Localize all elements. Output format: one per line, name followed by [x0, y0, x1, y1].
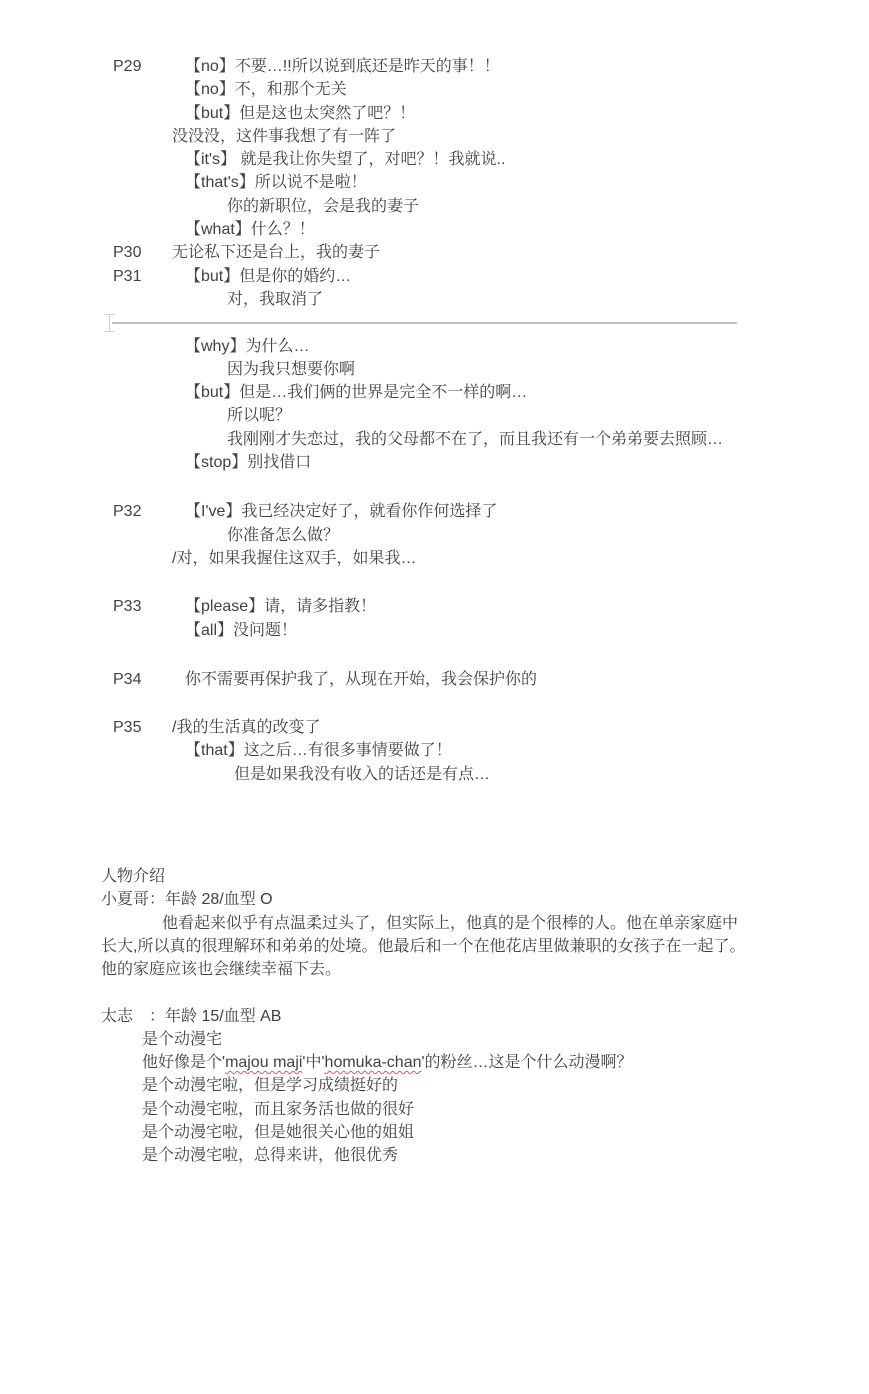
script-line [0, 55, 869, 78]
intro-line [0, 1005, 869, 1028]
page-number: P31 [113, 267, 142, 285]
script-line [0, 78, 869, 101]
intro-line [0, 1144, 869, 1167]
line-text: 小夏哥：年龄 28/血型 O [101, 891, 273, 909]
script-line [0, 288, 869, 311]
line-text: 人物介绍 [101, 868, 166, 886]
line-text: 【no】不要…!!所以说到底还是昨天的事！！ [185, 58, 500, 75]
intro-line [0, 888, 869, 911]
script-line [0, 716, 869, 739]
line-text: 他的家庭应该也会继续幸福下去。 [101, 961, 342, 979]
line-text: 但是如果我没有收入的话还是有点… [234, 765, 491, 783]
intro-line [0, 1028, 869, 1051]
script-line [0, 547, 869, 570]
vertical-spacer [0, 570, 869, 595]
script-line [0, 739, 869, 762]
vertical-spacer [0, 474, 869, 500]
script-line [0, 171, 869, 194]
script-line [0, 668, 869, 691]
line-text: 是个动漫宅啦，总得来讲，他很优秀 [142, 1147, 399, 1165]
script-line [0, 218, 869, 241]
vertical-spacer [0, 691, 869, 716]
vertical-spacer [0, 642, 869, 668]
script-line [0, 451, 869, 474]
section-divider [0, 311, 869, 334]
line-text: 【all】没问题！ [185, 621, 298, 639]
line-text: 我刚刚才失恋过，我的父母都不在了，而且我还有一个弟弟要去照顾… [227, 430, 724, 448]
line-text: 太志 ：年龄 15/血型 AB [101, 1007, 282, 1025]
line-text: 是个动漫宅啦，但是学习成绩挺好的 [142, 1077, 399, 1095]
script-line [0, 428, 869, 451]
line-text: 【I've】我已经决定好了，就看你作何选择了 [185, 503, 498, 521]
script-line [0, 524, 869, 547]
script-line [0, 595, 869, 618]
line-text: 【no】不，和那个无关 [185, 81, 347, 99]
page-number: P32 [113, 503, 142, 521]
intro-line [0, 958, 869, 981]
line-text: 【but】但是你的婚约… [185, 267, 352, 285]
line-text: 长大,所以真的很理解环和弟弟的处境。他最后和一个在他花店里做兼职的女孩子在一起了。 [101, 937, 746, 955]
line-text: 【please】请，请多指教！ [185, 598, 377, 616]
line-text: 因为我只想要你啊 [227, 360, 356, 378]
line-text: 【but】但是…我们俩的世界是完全不一样的啊… [185, 384, 528, 402]
page-number: P35 [113, 719, 142, 737]
page-number: P34 [113, 670, 142, 688]
script-line [0, 241, 869, 264]
page-number: P33 [113, 598, 142, 616]
intro-line [0, 912, 869, 935]
line-text: 无论私下还是台上，我的妻子 [172, 244, 381, 262]
text-segment: '的粉丝…这是个什么动漫啊？ [421, 1054, 633, 1072]
line-text: 你不需要再保护我了，从现在开始，我会保护你的 [185, 670, 538, 688]
line-text: 你的新职位，会是我的妻子 [227, 197, 420, 215]
page-number: P29 [113, 58, 142, 75]
line-text: 没没没，这件事我想了有一阵了 [172, 127, 397, 145]
page-number: P30 [113, 244, 142, 262]
line-text: 【what】什么？！ [185, 221, 315, 239]
misspelled-word: homuka-chan [324, 1054, 422, 1072]
line-text: /对，如果我握住这双手，如果我… [172, 549, 417, 567]
line-text: 【stop】别找借口 [185, 454, 312, 472]
intro-line [0, 935, 869, 958]
line-text: 【that】这之后…有很多事情要做了！ [185, 742, 452, 760]
line-text: 你准备怎么做？ [227, 526, 340, 544]
line-text: 是个动漫宅啦，但是她很关心他的姐姐 [142, 1123, 415, 1141]
script-line [0, 265, 869, 288]
script-line [0, 125, 869, 148]
script-line [0, 102, 869, 125]
line-text-with-spellcheck [142, 1051, 633, 1074]
line-text: 对，我取消了 [227, 290, 324, 308]
line-text: 所以呢？ [227, 407, 292, 425]
script-line [0, 148, 869, 171]
line-text: 是个动漫宅 [142, 1030, 223, 1048]
script-line [0, 195, 869, 218]
script-line [0, 619, 869, 642]
intro-line [0, 865, 869, 888]
script-line [0, 500, 869, 523]
intro-line [0, 1051, 869, 1074]
intro-line [0, 1098, 869, 1121]
line-text: 是个动漫宅啦，而且家务活也做的很好 [142, 1100, 415, 1118]
line-text: /我的生活真的改变了 [172, 719, 321, 737]
vertical-spacer [0, 786, 869, 865]
misspelled-word: majou maji [225, 1054, 303, 1072]
text-segment: 他好像是个' [142, 1054, 226, 1072]
line-text: 【but】但是这也太突然了吧？！ [185, 104, 416, 122]
vertical-spacer [0, 982, 869, 1005]
line-text: 【why】为什么… [185, 337, 310, 355]
line-text: 【it's】 就是我让你失望了，对吧？！我就说.. [185, 151, 506, 169]
intro-line [0, 1074, 869, 1097]
divider-line [112, 322, 737, 324]
line-text: 他看起来似乎有点温柔过头了，但实际上，他真的是个很棒的人。他在单亲家庭中 [162, 914, 739, 932]
intro-line [0, 1121, 869, 1144]
script-line [0, 404, 869, 427]
script-line [0, 381, 869, 404]
script-line [0, 763, 869, 786]
text-segment: '中' [302, 1054, 325, 1072]
line-text: 【that's】所以说不是啦！ [185, 174, 367, 192]
script-line [0, 335, 869, 358]
script-line [0, 358, 869, 381]
